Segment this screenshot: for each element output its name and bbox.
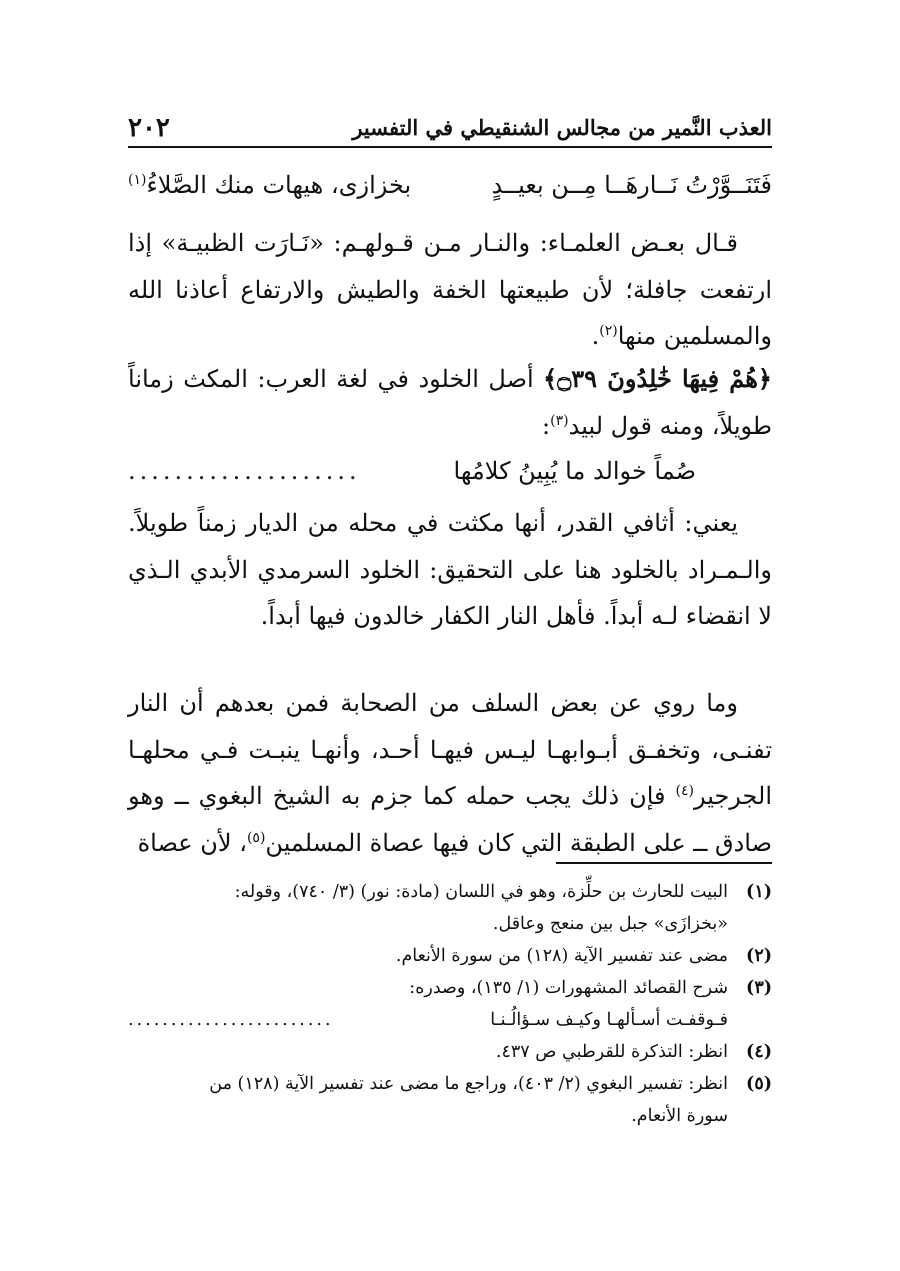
paragraph-2: ﴿هُمْ فِيهَا خَٰلِدُونَ ۝٣٩﴾ أصل الخلود في لغة العرب: المكث زماناً طويلاً، ومنه قول لبيد$^{(٣)}$: (128, 364, 772, 440)
footnote-number: (٢) (746, 946, 772, 966)
paragraph-4: وما روي عن بعض السلف من الصحابة فمن بعدهم أن النار تفنـى، وتخفـق أبـوابهـا ليـس فيهـا أحـد، وأنهـا ينبـت فـي محلهـا الجرجير$^{(٤)}$ فإن ذلك يجب حمله كما جزم به الشيخ البغوي ــ وهو صادق ــ على الطبقة التي كان فيها عصاة المسلمين$^{(٥)}$، لأن عصاة (128, 689, 772, 857)
footnotes (128, 876, 772, 1132)
footnote-number: (١) (746, 882, 772, 902)
footnote-ref: (٥) (246, 829, 266, 846)
footnote-1: (١) البيت للحارث بن حلِّزة، وهو في اللسان (مادة: نور) (٣/ ٧٤٠)، وقوله: «بخزازَى» جبل بين منعج وعاقل. (128, 876, 772, 940)
paragraph-3: يعني: أثافي القدر، أنها مكثت في محله من الديار زمناً طويلاً. والـمـراد بالخلود هنا على التحقيق: الخلود السرمدي الأبدي الـذي لا انقضاء لـه أبداً. فأهل النار الكفار خالدون فيها أبداً. (128, 509, 772, 630)
running-title: العذب النَّمير من مجالس الشنقيطي في التفسير (352, 115, 772, 140)
verse-hemistich-left: صُماً خوالد ما يُبِينُ كلامُها (453, 457, 696, 485)
footnote-separator (556, 862, 772, 864)
verse-hemistich-left: بخزازى، هيهات منك الصَّلاءُ$^{(١)}$ (128, 171, 412, 199)
footnote-verse: فـوقفـت أسـألهـا وكيـف سـؤالُـنـا ........................ (128, 1010, 728, 1030)
footnote-ref: (٣) (550, 412, 569, 429)
footnote-4: (٤) انظر: التذكرة للقرطبي ص ٤٣٧. (128, 1036, 772, 1068)
page-number: ٢٠٢ (128, 113, 170, 143)
footnote-2: (٢) مضى عند تفسير الآية (١٢٨) من سورة الأنعام. (128, 940, 772, 972)
quran-ayah: ﴿هُمْ فِيهَا خَٰلِدُونَ ۝٣٩﴾ (543, 364, 772, 393)
page-header (128, 104, 772, 148)
footnote-3: (٣) شرح القصائد المشهورات (١/ ١٣٥)، وصدره: فـوقفـت أسـألهـا وكيـف سـؤالُـنـا ........................ (128, 972, 772, 1036)
poetry-verse-1 (128, 162, 772, 208)
footnote-number: (٣) (746, 978, 772, 998)
verse-ellipsis: .................... (128, 457, 361, 485)
verse-hemistich-right: فَتَنَــوَّرْتُ نَــارهَــا مِــن بعيــدٍ (491, 171, 772, 199)
poetry-verse-2 (128, 448, 772, 494)
footnote-ref: (٤) (675, 783, 694, 799)
footnote-number: (٥) (746, 1074, 772, 1094)
paragraph-1: قـال بعـض العلمـاء: والنـار مـن قـولهـم: «نَـارَت الظبيـة» إذا ارتفعت جافلة؛ لأن طبيعتها الخفة والطيش والارتفاع أعاذنا الله والمسلمين منها$^{(٢)}$. (128, 229, 772, 350)
footnote-ref: (٢) (599, 323, 618, 339)
footnote-ref: (١) (128, 172, 147, 188)
footnote-5: (٥) انظر: تفسير البغوي (٢/ ٤٠٣)، وراجع ما مضى عند تفسير الآية (١٢٨) من سورة الأنعام. (128, 1068, 772, 1132)
footnote-number: (٤) (746, 1042, 772, 1062)
